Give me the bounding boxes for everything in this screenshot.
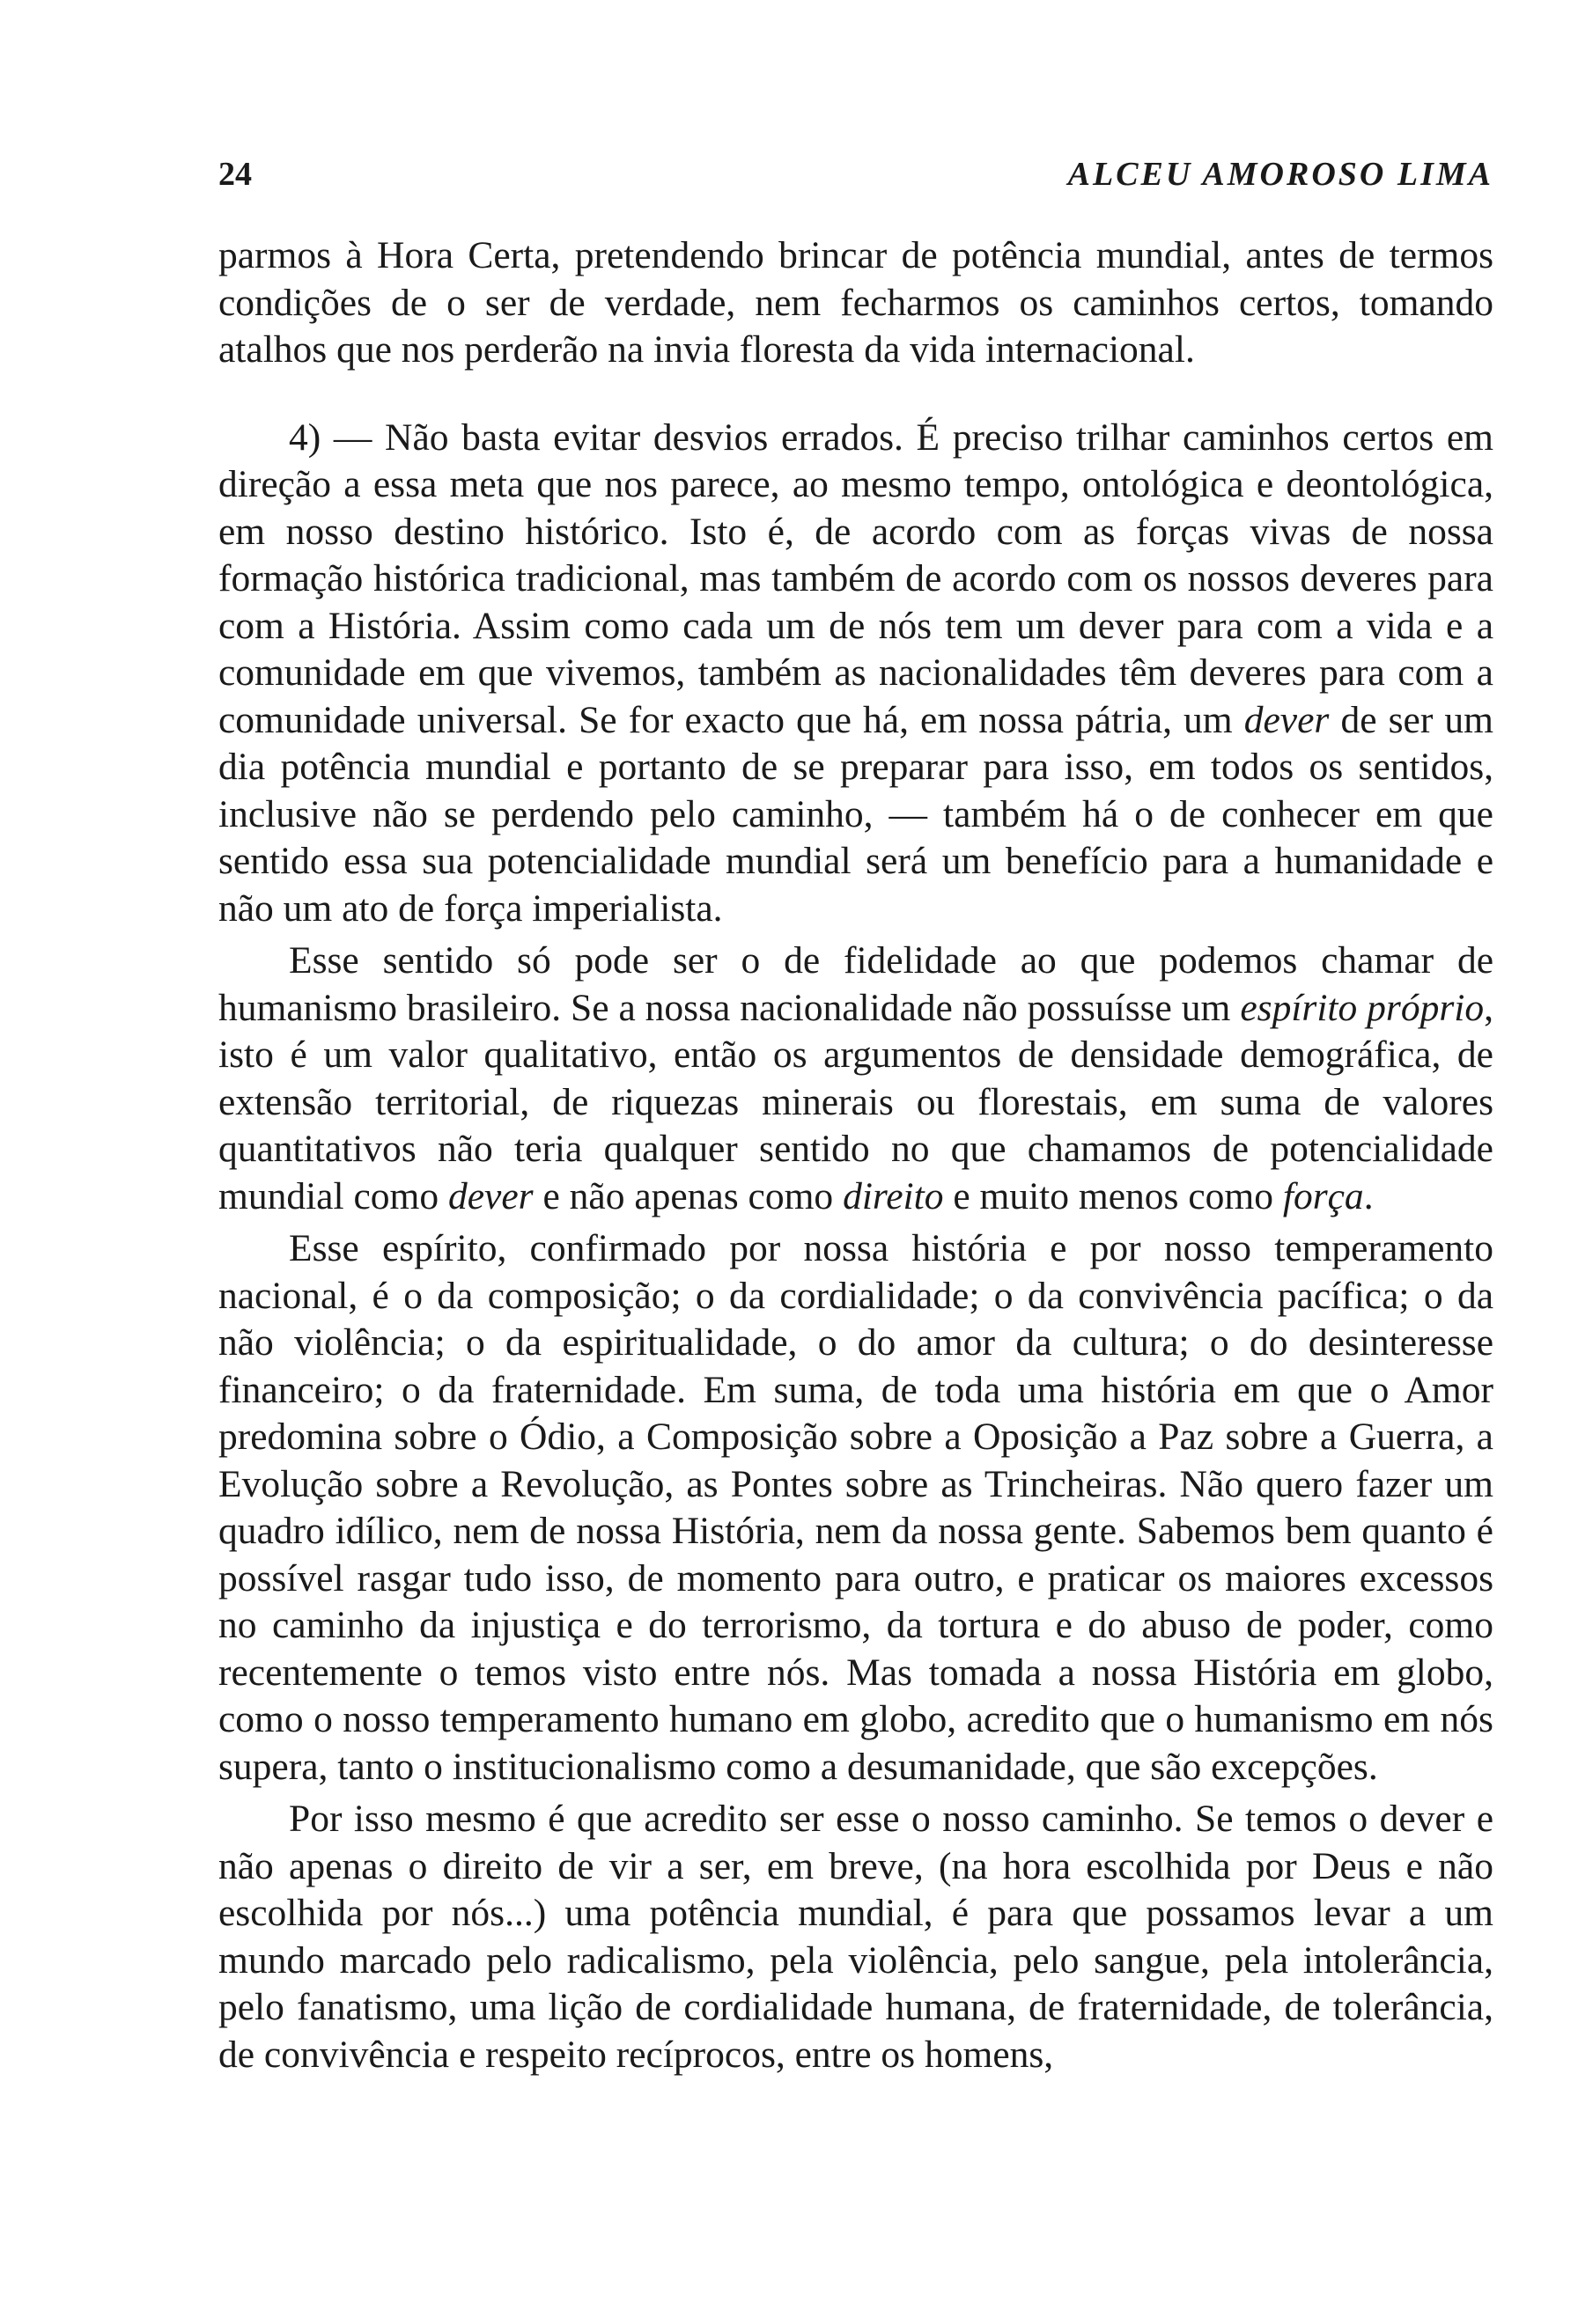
paragraph-text: e muito menos como: [943, 1174, 1283, 1217]
paragraph-text: de ser um dia potência mundial e portanto de se preparar para isso, em todos os sentidos, inclusive não se perdendo pelo caminho, — também há o de conhecer em que sentido essa sua potencialidade mundial será um benefício para a humanidade e não um ato de força imperialista.: [218, 698, 1493, 930]
italic-text: direito: [843, 1174, 944, 1217]
italic-text: força: [1282, 1174, 1364, 1217]
running-head: [218, 148, 1493, 201]
paragraph-text: parmos à Hora Certa, pretendendo brincar de potência mundial, antes de termos condições de o ser de verdade, nem fecharmos os caminhos certos, tomando atalhos que nos perderão na invia floresta da vida internacional.: [218, 234, 1493, 371]
paragraph-3: [218, 938, 1493, 1220]
paragraph-text: Por isso mesmo é que acredito ser esse o nosso caminho. Se temos o dever e não apenas o direito de vir a ser, em breve, (na hora escolhida por Deus e não escolhida por nós...) uma potência mundial, é para que possamos levar a um mundo marcado pelo radicalismo, pela violência, pelo sangue, pela intolerância, pelo fanatismo, uma lição de cordialidade humana, de fraternidade, de tolerância, de convivência e respeito recíprocos, entre os homens,: [218, 1798, 1493, 2076]
paragraph-text: 4) — Não basta evitar desvios errados. É preciso trilhar caminhos certos em direção a essa meta que nos parece, ao mesmo tempo, ontológica e deontológica, em nosso destino histórico. Isto é, de acordo com as forças vivas de nossa formação histórica tradicional, mas também de acordo com os nossos deveres para com a História. Assim como cada um de nós tem um dever para com a vida e a comunidade em que vivemos, também as nacionalidades têm deveres para com a comunidade universal. Se for exacto que há, em nossa pátria, um: [218, 416, 1493, 741]
paragraph-4: [218, 1225, 1493, 1791]
paragraph-text: e não apenas como: [533, 1174, 844, 1217]
italic-text: dever: [1243, 698, 1330, 741]
paragraph-text: Esse espírito, confirmado por nossa história e por nosso temperamento nacional, é o da composição; o da cordialidade; o da convivência pacífica; o da não violência; o da espiritualidade, o do amor da cultura; o do desinteresse financeiro; o da fraternidade. Em suma, de toda uma história em que o Amor predomina sobre o Ódio, a Composição sobre a Oposição a Paz sobre a Guerra, a Evolução sobre a Revolução, as Pontes sobre as Trincheiras. Não quero fazer um quadro idílico, nem de nossa História, nem da nossa gente. Sabemos bem quanto é possível rasgar tudo isso, de momento para outro, e praticar os maiores excessos no caminho da injustiça e do terrorismo, da tortura e do abuso de poder, como recentemente o temos visto entre nós. Mas tomada a nossa História em globo, como o nosso temperamento humano em globo, acredito que o humanismo em nós supera, tanto o institucionalismo como a desumanidade, que são excepções.: [218, 1227, 1493, 1788]
page-number: 24: [218, 156, 252, 193]
paragraph-text: Esse sentido só pode ser o de fidelidade ao que podemos chamar de humanismo brasileiro. Se a nossa nacionalidade não possuísse um: [218, 939, 1493, 1029]
paragraph-2: [218, 415, 1493, 933]
body-text: [218, 232, 1493, 2078]
paragraph-1: [218, 232, 1493, 374]
running-head-author: ALCEU AMOROSO LIMA: [1067, 156, 1493, 193]
italic-text: espírito próprio: [1240, 986, 1485, 1029]
paragraph-text: , isto é um valor qualitativo, então os argumentos de densidade demográfica, de extensão territorial, de riquezas minerais ou florestais, em suma de valores quantitativos não teria qualquer sentido no que chamamos de potencialidade mundial como: [218, 986, 1494, 1217]
italic-text: dever: [447, 1174, 534, 1217]
paragraph-text: .: [1363, 1174, 1374, 1217]
paragraph-5: [218, 1796, 1493, 2078]
